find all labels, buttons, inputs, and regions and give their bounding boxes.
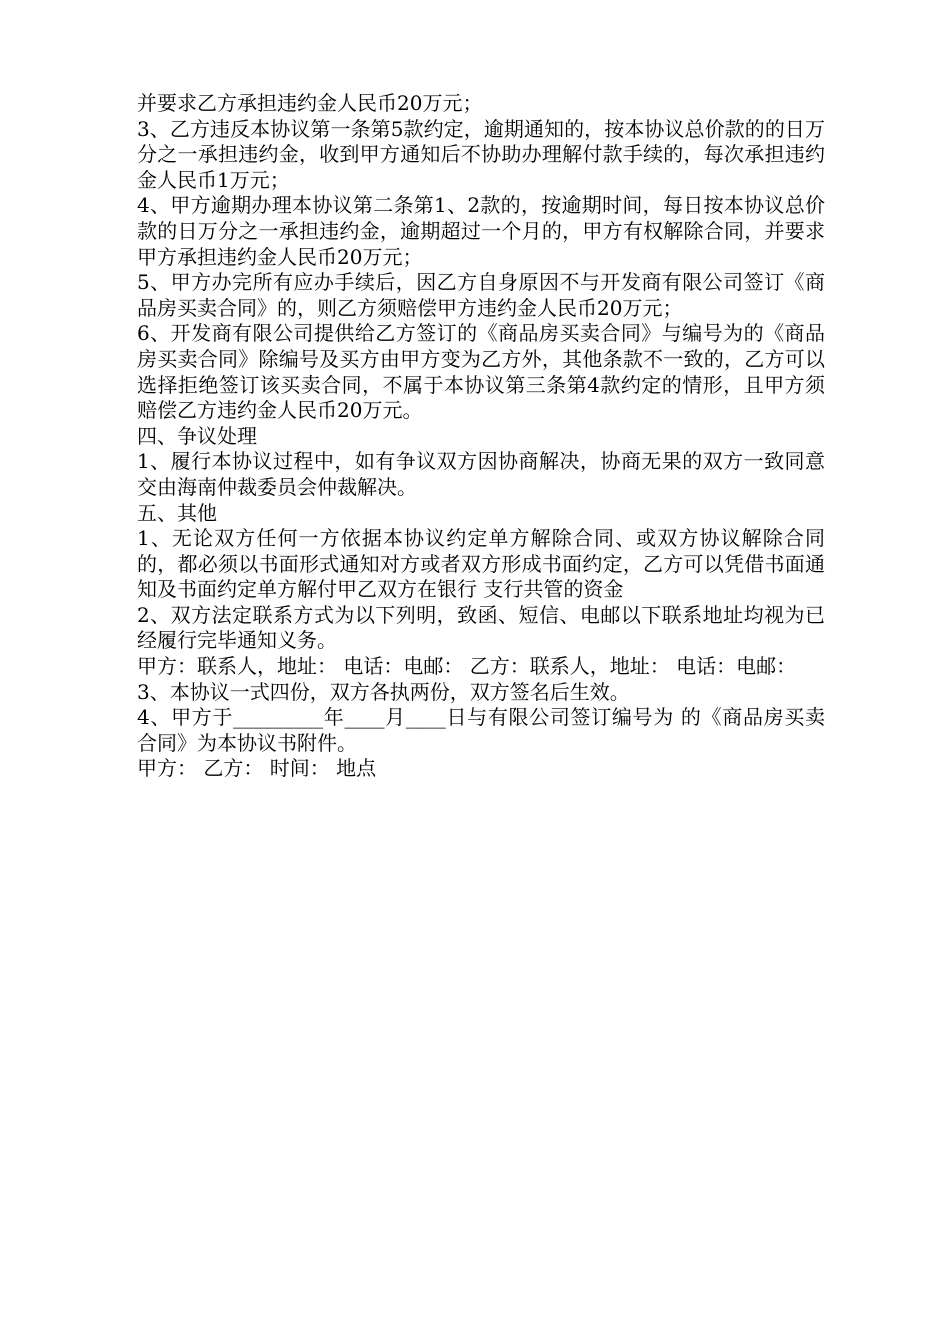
paragraph-clause-5: 5、甲方办完所有应办手续后，因乙方自身原因不与开发商有限公司签订《商品房买卖合同》的，则乙方须赔偿甲方违约金人民币20万元； — [137, 270, 825, 320]
paragraph-other-1: 1、无论双方任何一方依据本协议约定单方解除合同、或双方协议解除合同的，都必须以书面形式通知对方或者双方形成书面约定，乙方可以凭借书面通知及书面约定单方解付甲乙双方在银行 支行共管的资金 — [137, 526, 825, 602]
paragraph-clause-6: 6、开发商有限公司提供给乙方签订的《商品房买卖合同》与编号为的《商品房买卖合同》除编号及买方由甲方变为乙方外，其他条款不一致的，乙方可以选择拒绝签订该买卖合同，不属于本协议第三条第4款约定的情形，且甲方须赔偿乙方违约金人民币20万元。 — [137, 321, 825, 423]
paragraph-other-3: 3、本协议一式四份，双方各执两份，双方签名后生效。 — [137, 679, 630, 704]
section-heading-dispute: 四、争议处理 — [137, 423, 257, 448]
paragraph-contact-info: 甲方：联系人，地址： 电话：电邮： 乙方：联系人，地址： 电话：电邮： — [137, 654, 797, 679]
paragraph-dispute-1: 1、履行本协议过程中，如有争议双方因协商解决，协商无果的双方一致同意交由海南仲裁委员会仲裁解决。 — [137, 449, 825, 499]
paragraph-other-4: 4、甲方于_________年____月____日与有限公司签订编号为 的《商品房买卖合同》为本协议书附件。 — [137, 705, 825, 755]
section-heading-other: 五、其他 — [137, 500, 217, 525]
paragraph-other-2: 2、双方法定联系方式为以下列明，致函、短信、电邮以下联系地址均视为已经履行完毕通知义务。 — [137, 602, 825, 653]
paragraph-clause-4: 4、甲方逾期办理本协议第二条第1、2款的，按逾期时间，每日按本协议总价款的日万分之一承担违约金，逾期超过一个月的，甲方有权解除合同，并要求甲方承担违约金人民币20万元； — [137, 193, 825, 269]
paragraph-clause-3: 3、乙方违反本协议第一条第5款约定，逾期通知的，按本协议总价款的的日万分之一承担违约金，收到甲方通知后不协助办理解付款手续的，每次承担违约金人民币1万元； — [137, 116, 825, 192]
document-body — [137, 91, 825, 782]
paragraph-penalty-continued: 并要求乙方承担违约金人民币20万元； — [137, 91, 483, 115]
signature-line: 甲方： 乙方： 时间： 地点 — [137, 756, 377, 781]
